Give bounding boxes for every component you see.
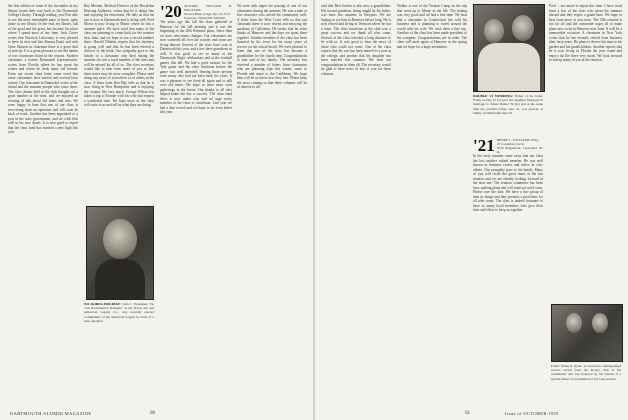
portrait-caption-text: John J. Fannaman '19, "Air Reclamation Delegate" at the Naval Air and American Legion Co., was recently elected Commander of the American Legion for Italy of a new squadron. [84, 302, 154, 323]
left-page [0, 0, 313, 420]
left-column-2 [84, 4, 154, 204]
right-page-number: 61 [465, 411, 470, 416]
secretary-line-3: 5559 Ridgemont, Cleveland 18, O. [496, 146, 543, 154]
secretary-line-1: ALVORD, WILLIAM H. WILLIAMS [183, 4, 232, 12]
wedding-face-1 [484, 19, 504, 43]
wedding-caption [473, 94, 543, 115]
portrait-face [103, 219, 137, 259]
left-column-4 [237, 4, 307, 399]
portrait-photo [86, 206, 154, 300]
award-caption: Fuller: Elmer R. Ryan, '21 received a distinguished service award from the Rotary club of his community and was honored by his friends at a special dinner in recognition of his long service. [551, 364, 621, 381]
left-column-4-text: We note with regret the passing of one of our classmates during the summer. He was a man of fine character who served his community well. A letter from the West Coast tells us that our classmate there is now retired and enjoying the sunshine of California. He writes that he often thinks of Hanover and the days we spent there together. Another member of the class has been honored by his town for his many years of service on the school board. We were pleased to learn that one of the class has become a grandfather for the fourth time. Congratulations to him and to his family. The secretary has received a number of letters from classmates who are planning trips this winter, some to Florida and some to the Caribbean. We hope they will let us know how they fare. Please keep the news coming so that these columns will be of interest to all. [237, 4, 307, 89]
left-column-1-text: the first edition of some of the facsimiles in my library found their way back to the Dartmouth College Library. Through reading, you'll be able to see the most remarkable parts of these, quite alone in my library. In the end, my library, full of the good and the great, has become the place where I spend most of my time. Jack Corter writes that Norwich University is very pleased to have its new and fine Alumni Fund, and with Gene Hansen as chairman there is a great deal of activity. It is a great pleasure to see the names of our classmates listed in the reports. Another classmate, a former Dartmouth representative, writes from Florida where he has spent his winter and where he finds many old friends. From our recent class letter came word that some classmates have moved and several have retired. Our classmate in Nantucket writes of the island and the summer people who come there. The class dinner held at the club brought out a good number of the men, and we enjoyed an evening of talk about old times and new. We were happy to hear that one of our class is recovering from an operation and will soon be back at work. Another has been appointed to a post in the state government, and we wish him well in his new duties. It is also good to report that the class fund has reached a new high this year. [8, 4, 78, 134]
secretary-line-2: 25 Columbus Circle [496, 142, 525, 146]
left-column-2-text: Ray Meriam, Medical Director of the Brookline Housing Authority, writes that he is doing fine and enjoying his retirement. He tells us that his son is now at Dartmouth and is doing well. Fred Morse is now living in Maine where he has a summer place. We have word that many of the class are planning to come back for the reunion next June, and we hope to see a record number there. Harold Tibbetts reports that his business is going well and that he has been elected a director of the bank. Our sympathy goes to the family of a classmate who died during the summer; he was a loyal member of the class and will be missed by all of us. The class secretary would like to hear from more of you so that these notes may be more complete. Please send along any news of yourselves or of others in the class. A letter from Ken Hay tells us that he is now living in New Hampshire and is enjoying the country life very much. George Wilson has taken a trip to Europe with his wife and reports a wonderful time. We hope more of the class will write to us and tell us what they are doing. [84, 4, 154, 107]
left-page-number: 60 [150, 411, 155, 416]
secretary-line-1: HENRY L. WILLIAMS, ESQ. [496, 138, 539, 142]
class-header-1920 [160, 4, 232, 20]
right-column-1-text: said that Bert Jordan is also now a grandfather. His second grandson, being taught by his father, was born this summer in Newport. We are hoping to see him in Hanover before long. He is now retired and living in Vermont where he has a farm. The class luncheon at the club was a great success and we thank all who came. Several of the class traveled a long distance to be with us. It was good to hear the news of those who could not come. One of the class reports that his son has been named to a post at the college, and another that his daughter has been married this summer. We send our congratulations to them all. The secretary would be glad to have news of any of you for these columns. [321, 4, 391, 76]
right-column-2-text: Walker is one of the Trenton Camp on the trip that went up to Maine in the fall. The fishing was very good and all had a fine time. We hear that a classmate in Connecticut has sold his business and is planning to travel around the world with his wife. We wish them a fine trip. Another of the class has been made president of his company. Congratulations are in order. The class will meet again at Hanover in the spring and we hope for a large attendance. [397, 4, 467, 49]
wedding-caption-text: Father of the bride, Frank Cooler '21 (I) gave his daughter Margaret in marriage to James Daniel '56 (R) and at the same time the groom's father, also '21, was present. A family of Dartmouth men all. [473, 94, 543, 115]
secretary-line-3: Treasurer, Whitcomb Williams [183, 16, 226, 20]
wedding-photo [473, 4, 545, 92]
award-face-1 [566, 313, 582, 333]
left-column-1 [8, 4, 78, 399]
award-photo [551, 304, 623, 362]
right-column-1 [321, 4, 391, 399]
secretary-line-2: Second Bank Lodge, Rye 23, N.Y. [183, 12, 231, 16]
right-page [315, 0, 628, 420]
class-year-1920: '20 [160, 4, 182, 21]
portrait-suit [95, 259, 145, 299]
left-column-3-text: Ten years ago this fall the class gathered at Hanover for the fall meeting and it was the beginning of the 20th Reunion plans. Since then we have seen many changes. Our classmates are now scattered all over the country and some are living abroad. Several of the class have sons at Dartmouth this year, and a few have grandsons as well. It was good to see so many at the Dartmouth Night celebrations and at the football games this fall. We had a good turnout for the Yale game and the class luncheon before the game was well attended. Among those present were many who had not been back for years. It was a pleasure to see them all again and to talk over old times. We hope to have more such gatherings in the future. Our thanks to all who helped make the day a success. The class fund drive is now under way and we urge every member of the class to contribute. Last year we had a fine record and we hope to do even better this year. [160, 20, 232, 114]
wedding-face-2 [512, 15, 534, 41]
portrait-caption-title: NO KOREA HOLIDAY: [84, 302, 121, 306]
right-column-2 [397, 4, 467, 399]
right-column-3 [473, 138, 543, 414]
award-face-2 [592, 313, 608, 333]
wedding-caption-title: DOUBLE '21 WEDDING: [473, 94, 513, 98]
portrait-caption [84, 302, 154, 323]
left-footer: DARTMOUTH ALUMNI MAGAZINE [10, 411, 92, 416]
right-footer: Issue of OCTOBER 1955 [505, 411, 559, 416]
right-column-3-text: In the early summer came news that our class has lost another valued member. He was well known in business circles and active in civic affairs. Our sympathy goes to his family. Many of you will recall the good times at the last reunion and we are already looking forward to the next one. The reunion committee has been busy making plans and will send out word soon. Please save the date. We have a fine group of men in charge and they promise a good time for all who come. The class is indeed fortunate to have so many loyal members who give their time and effort to keep us together. [473, 154, 543, 212]
right-column-4 [549, 4, 622, 300]
left-column-3 [160, 4, 232, 399]
class-year-1921: '21 [473, 138, 495, 155]
right-column-4-text: Fred ... not much to report this time. I have word from a few of the class who spent the summer abroad and they report a grand time. We hope to hear from more of you soon. The 35th reunion is not far off and the committee urges all to make plans now to be in Hanover next June. It will be a memorable occasion. A classmate in New York writes that he has recently retired from business after forty years. He plans to devote his time to his garden and his grandchildren. Another reports that he is now living in Florida the year round and enjoys the life there very much. We look forward to seeing many of you at the reunion. [549, 4, 622, 62]
class-header-1921 [473, 138, 543, 154]
wedding-gown [478, 43, 540, 91]
